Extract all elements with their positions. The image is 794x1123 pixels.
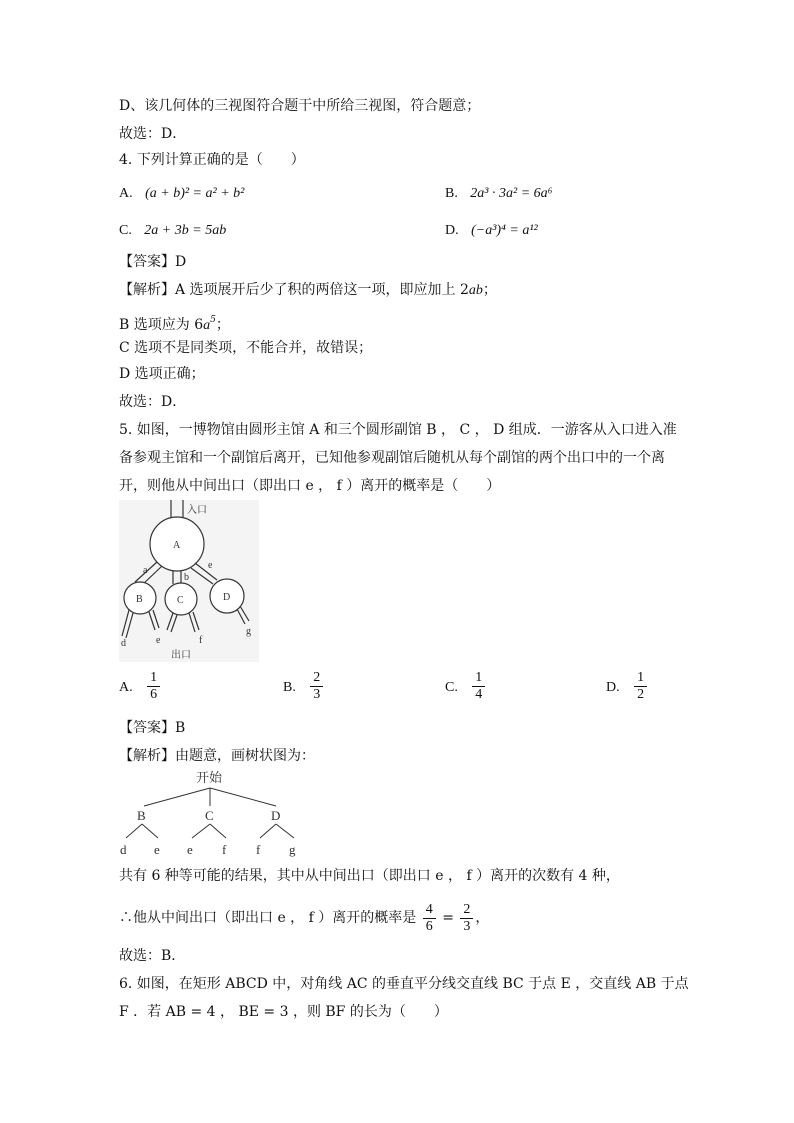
q5-option-c (445, 670, 487, 703)
analysis-var: ab (468, 283, 483, 298)
exit-label: e (156, 635, 161, 646)
text-line: D、该几何体的三视图符合题干中所给三视图，符合题意； (119, 98, 481, 114)
q5-option-a (119, 670, 162, 703)
option-label: D. (606, 679, 620, 695)
answer-label: 【答案】B (119, 720, 186, 736)
analysis-var: a (203, 318, 211, 333)
option-label: D. (445, 223, 459, 238)
analysis-line: 故选：D． (119, 394, 187, 410)
exit-label: f (199, 635, 203, 646)
q4-option-d (445, 220, 538, 241)
analysis-line: 故选：B． (119, 948, 186, 964)
analysis-text: 【解析】A 选项展开后少了积的两倍这一项，即应加上 2 (119, 282, 469, 298)
analysis-line (119, 310, 230, 336)
question-4-stem: 4. 下列计算正确的是（ ） (119, 152, 305, 168)
option-expression: 2a + 3b = 5ab (144, 223, 227, 238)
option-label: B. (445, 186, 458, 201)
fraction: $\frac{1}{2}$ (634, 670, 647, 703)
tree-leaf: f (222, 842, 227, 857)
analysis-text: ； (482, 282, 497, 298)
exponent: 5 (210, 315, 216, 325)
fraction: $\frac{2}{3}$ (310, 670, 323, 703)
path-label: b (184, 572, 189, 583)
museum-diagram (119, 500, 259, 662)
tree-leaf: f (256, 842, 261, 857)
tree-leaf: g (289, 842, 296, 857)
option-expression: 2a³ · 3a² = 6a⁶ (470, 186, 553, 201)
analysis-text: ， (475, 910, 490, 926)
tree-node: D (271, 808, 281, 823)
path-label: a (143, 565, 148, 576)
option-label: C. (445, 679, 458, 695)
option-label: B. (283, 679, 296, 695)
hall-label: B (136, 594, 143, 605)
option-expression: (−a³)⁴ = a¹² (471, 223, 538, 238)
text-line: 故选：D． (119, 126, 187, 142)
fraction: $\frac{1}{6}$ (147, 670, 160, 703)
question-6-stem: 6. 如图，在矩形 ABCD 中，对角线 AC 的垂直平分线交直线 BC 于点 E ，交直线 AB 于点 (119, 976, 689, 992)
analysis-line: C 选项不是同类项，不能合并，故错误； (119, 340, 373, 356)
exit-label: g (246, 626, 251, 637)
option-label: C. (119, 223, 132, 238)
question-5-stem: 备参观主馆和一个副馆后离开，已知他参观副馆后随机从每个副馆的两个出口中的一个离 (119, 450, 665, 466)
analysis-line: D 选项正确； (119, 366, 205, 382)
path-label: e (208, 560, 213, 571)
option-expression: (a + b)² = a² + b² (145, 186, 245, 201)
tree-root: 开始 (196, 770, 223, 785)
q4-option-c (119, 220, 226, 241)
exit-caption: 出口 (171, 650, 191, 661)
analysis-line: 共有 6 种等可能的结果，其中从中间出口（即出口 e ， f ）离开的次数有 4 种， (119, 868, 620, 884)
equals-sign: = (442, 910, 454, 926)
analysis-line: 【解析】由题意，画树状图为： (119, 748, 315, 764)
tree-leaf: d (120, 842, 127, 857)
question-5-stem: 5. 如图，一博物馆由圆形主馆 A 和三个圆形副馆 B ， C ， D 组成．一游客从入口进入准 (119, 422, 677, 438)
q5-option-b (283, 670, 325, 703)
option-label: A. (119, 186, 133, 201)
hall-label: A (173, 540, 181, 551)
analysis-text: ； (215, 317, 230, 333)
analysis-line (119, 280, 497, 301)
entrance-label: 入口 (187, 505, 207, 516)
q4-option-a (119, 183, 244, 204)
fraction: $\frac{2}{3}$ (460, 902, 473, 935)
tree-leaf: e (187, 842, 193, 857)
analysis-text: B 选项应为 6 (119, 317, 204, 333)
analysis-text: ∴他从中间出口（即出口 e ， f ）离开的概率是 (119, 910, 417, 926)
answer-label: 【答案】D (119, 254, 187, 270)
q4-option-b (445, 183, 553, 204)
question-6-stem: F ．若 AB = 4 ， BE = 3 ，则 BF 的长为（ ） (119, 1004, 448, 1020)
option-label: A. (119, 679, 133, 695)
question-5-stem: 开，则他从中间出口（即出口 e ， f ）离开的概率是（ ） (119, 478, 501, 494)
fraction: $\frac{1}{4}$ (472, 670, 485, 703)
hall-label: D (223, 592, 231, 603)
q5-option-d (606, 670, 649, 703)
hall-label: C (177, 595, 184, 606)
tree-node: C (205, 808, 214, 823)
tree-diagram (110, 766, 310, 860)
tree-leaf: e (154, 842, 160, 857)
analysis-line (119, 900, 489, 936)
fraction: $\frac{4}{6}$ (423, 902, 436, 935)
exit-label: d (121, 638, 126, 649)
tree-node: B (137, 808, 146, 823)
